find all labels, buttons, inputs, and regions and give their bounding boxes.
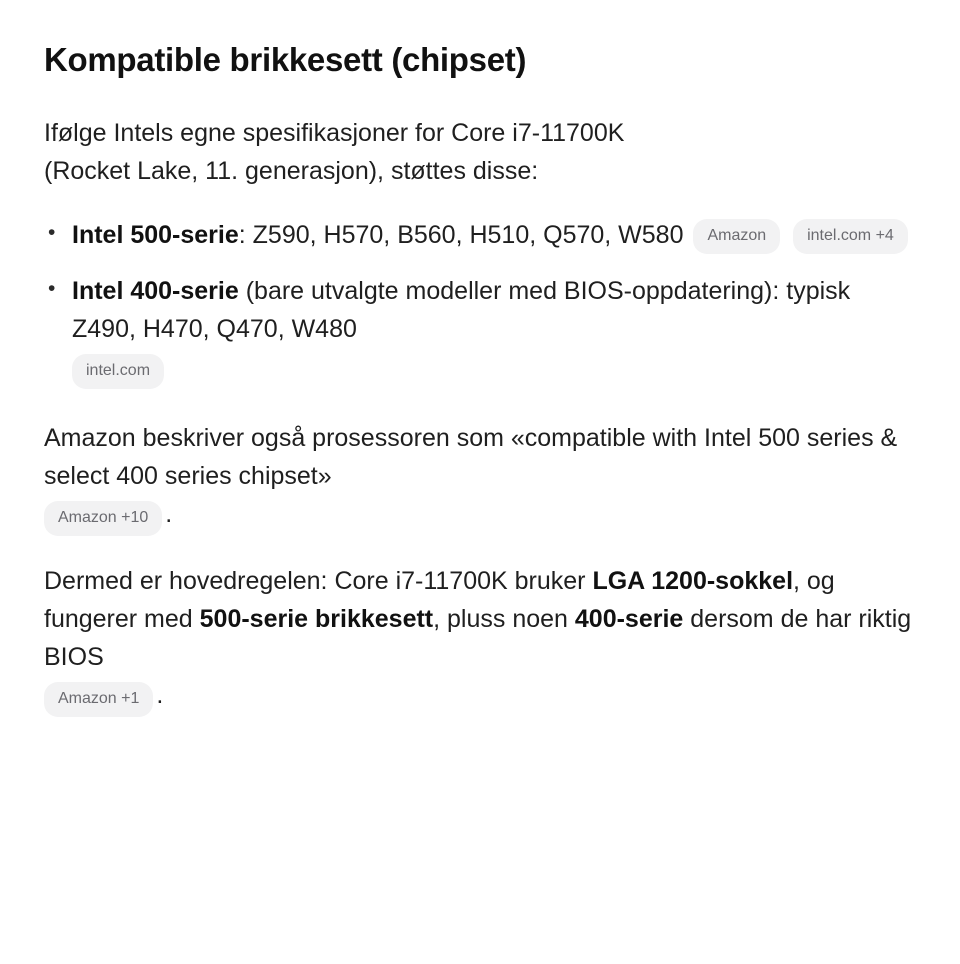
summary-part-3: , pluss noen: [433, 604, 575, 633]
bullet-text-500: : Z590, H570, B560, H510, Q570, W580: [238, 220, 684, 249]
intro-line-2: (Rocket Lake, 11. generasjon), støttes disse:: [44, 156, 539, 185]
citation-chip-intel[interactable]: intel.com +4: [793, 219, 908, 254]
citation-chip-amazon-1[interactable]: Amazon +1: [44, 682, 153, 717]
trailing-period: .: [156, 680, 164, 709]
page-title: Kompatible brikkesett (chipset): [44, 41, 527, 78]
bullet-label-400: Intel 400-serie: [72, 276, 239, 305]
trailing-period: .: [165, 499, 173, 528]
list-item: [44, 272, 916, 389]
summary-part-2: , og fungerer med: [44, 566, 835, 633]
summary-part-4: dersom de har riktig BIOS: [44, 604, 912, 671]
amazon-paragraph-text: Amazon beskriver også prosessoren som «compatible with Intel 500 series & select 400 series chipset»: [44, 423, 898, 490]
summary-strong-socket: LGA 1200-sokkel: [592, 566, 794, 595]
bullet-text-400: (bare utvalgte modeller med BIOS-oppdatering): typisk Z490, H470, Q470, W480: [72, 276, 851, 343]
chipset-list: [44, 216, 916, 389]
bullet-label-500: Intel 500-serie: [72, 220, 239, 249]
summary-strong-400: 400-serie: [574, 604, 684, 633]
intro-line-1: Ifølge Intels egne spesifikasjoner for Core i7-11700K: [44, 118, 625, 147]
citation-chip-amazon-10[interactable]: Amazon +10: [44, 501, 162, 536]
list-item: [44, 216, 916, 254]
citation-chip-amazon[interactable]: Amazon: [693, 219, 780, 254]
intro-paragraph: [44, 114, 916, 190]
citation-row: [72, 353, 167, 381]
citation-chip-intel[interactable]: intel.com: [72, 354, 164, 389]
summary-part-1: Dermed er hovedregelen: Core i7-11700K bruker: [44, 566, 593, 595]
summary-paragraph: [44, 562, 916, 717]
amazon-paragraph: [44, 419, 916, 536]
summary-strong-500: 500-serie brikkesett: [199, 604, 434, 633]
